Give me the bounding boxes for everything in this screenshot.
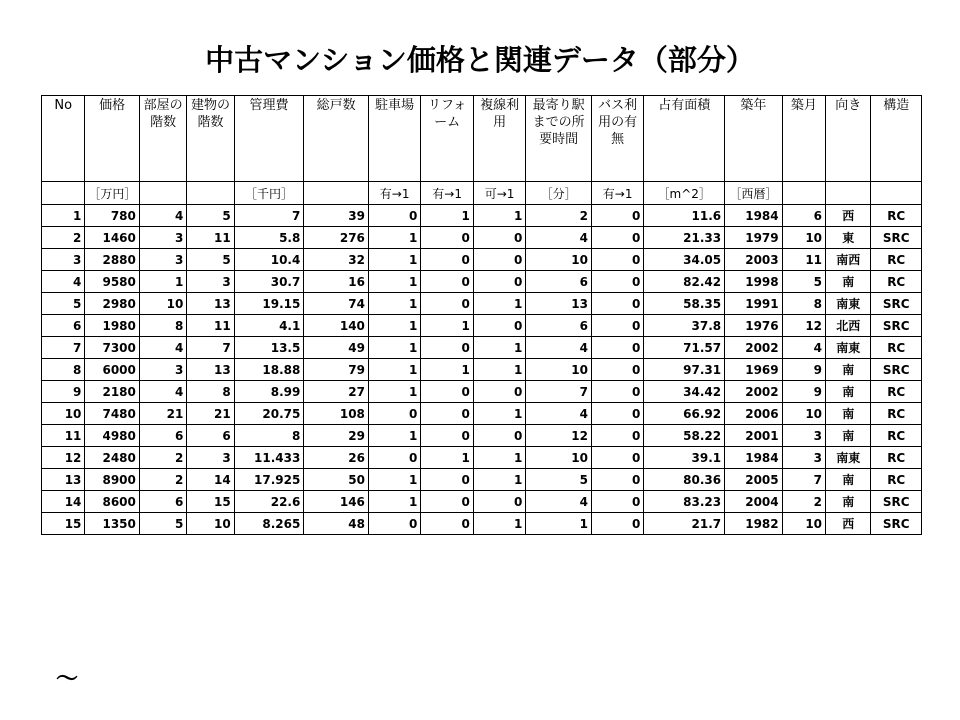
unit-cell: 有→1 (421, 182, 473, 205)
table-cell: 3 (782, 425, 825, 447)
table-cell: 3 (139, 227, 186, 249)
table-cell: 南東 (826, 337, 871, 359)
table-cell: 0 (368, 447, 420, 469)
table-cell: 2 (42, 227, 85, 249)
table-cell: 7 (782, 469, 825, 491)
table-cell: 1 (421, 359, 473, 381)
table-cell: 6 (526, 315, 592, 337)
table-cell: 74 (304, 293, 369, 315)
table-row (42, 381, 922, 403)
table-cell: 83.23 (644, 491, 725, 513)
table-row (42, 315, 922, 337)
table-cell: 0 (591, 205, 643, 227)
table-cell: 14 (187, 469, 234, 491)
page-title: 中古マンション価格と関連データ（部分） (205, 43, 755, 77)
table-cell: 6 (42, 315, 85, 337)
column-header: 最寄り駅までの所要時間 (526, 96, 592, 182)
table-cell: 2 (782, 491, 825, 513)
table-cell: 1 (42, 205, 85, 227)
table-cell: 18.88 (234, 359, 304, 381)
table-cell: 1984 (725, 205, 783, 227)
table-cell: 南 (826, 491, 871, 513)
table-cell: 2003 (725, 249, 783, 271)
table-cell: 10 (139, 293, 186, 315)
table-cell: 0 (591, 403, 643, 425)
table-cell: SRC (871, 293, 922, 315)
column-header: 価格 (85, 96, 139, 182)
column-header: リフォーム (421, 96, 473, 182)
table-cell: 4 (139, 381, 186, 403)
table-cell: SRC (871, 227, 922, 249)
table-cell: 79 (304, 359, 369, 381)
table-cell: 11 (42, 425, 85, 447)
table-cell: 7 (234, 205, 304, 227)
table-cell: 9580 (85, 271, 139, 293)
table-cell: 80.36 (644, 469, 725, 491)
table-cell: 南 (826, 425, 871, 447)
table-cell: 39.1 (644, 447, 725, 469)
column-header: 部屋の階数 (139, 96, 186, 182)
table-cell: 9 (782, 359, 825, 381)
table-cell: 0 (421, 513, 473, 535)
table-cell: 南 (826, 469, 871, 491)
table-cell: 1 (368, 337, 420, 359)
table-cell: 3 (782, 447, 825, 469)
table-cell: 15 (42, 513, 85, 535)
table-cell: 108 (304, 403, 369, 425)
table-cell: 19.15 (234, 293, 304, 315)
table-cell: 2 (139, 447, 186, 469)
table-cell: 0 (591, 227, 643, 249)
table-cell: 20.75 (234, 403, 304, 425)
table-row (42, 293, 922, 315)
table-cell: 0 (421, 381, 473, 403)
table-cell: 26 (304, 447, 369, 469)
table-cell: 37.8 (644, 315, 725, 337)
table-cell: 276 (304, 227, 369, 249)
table-cell: 11.433 (234, 447, 304, 469)
table-cell: 10 (526, 249, 592, 271)
table-cell: 1998 (725, 271, 783, 293)
table-cell: 97.31 (644, 359, 725, 381)
table-cell: 34.05 (644, 249, 725, 271)
table-cell: 1 (421, 315, 473, 337)
table-cell: 11 (782, 249, 825, 271)
table-cell: 東 (826, 227, 871, 249)
table-cell: 3 (139, 249, 186, 271)
unit-cell (42, 182, 85, 205)
table-cell: 4 (139, 337, 186, 359)
table-cell: 0 (368, 205, 420, 227)
table-cell: 21 (139, 403, 186, 425)
table-cell: 58.35 (644, 293, 725, 315)
table-cell: 8.265 (234, 513, 304, 535)
table-cell: 2005 (725, 469, 783, 491)
table-row (42, 513, 922, 535)
table-cell: 3 (139, 359, 186, 381)
table-cell: 1976 (725, 315, 783, 337)
table-cell: 5 (139, 513, 186, 535)
table-cell: 0 (473, 227, 525, 249)
table-cell: 9 (42, 381, 85, 403)
table-cell: 0 (591, 491, 643, 513)
table-cell: 8 (187, 381, 234, 403)
table-cell: RC (871, 469, 922, 491)
table-cell: 1969 (725, 359, 783, 381)
table-cell: 1 (473, 205, 525, 227)
table-cell: RC (871, 403, 922, 425)
table-cell: 0 (421, 469, 473, 491)
table-cell: 29 (304, 425, 369, 447)
table-cell: 50 (304, 469, 369, 491)
table-cell: 8 (234, 425, 304, 447)
table-cell: 140 (304, 315, 369, 337)
table-cell: 0 (591, 513, 643, 535)
table-cell: 0 (591, 359, 643, 381)
unit-cell: ［千円］ (234, 182, 304, 205)
table-cell: 12 (42, 447, 85, 469)
table-cell: 2002 (725, 381, 783, 403)
unit-cell (187, 182, 234, 205)
column-header: 占有面積 (644, 96, 725, 182)
table-cell: 6 (526, 271, 592, 293)
table-cell: RC (871, 447, 922, 469)
table-cell: 14 (42, 491, 85, 513)
table-cell: 8900 (85, 469, 139, 491)
table-cell: 0 (368, 403, 420, 425)
table-row (42, 205, 922, 227)
table-cell: 1 (473, 359, 525, 381)
column-header: 管理費 (234, 96, 304, 182)
units-row (42, 182, 922, 205)
table-cell: 13.5 (234, 337, 304, 359)
table-cell: 9 (782, 381, 825, 403)
table-cell: 0 (473, 381, 525, 403)
table-cell: 1979 (725, 227, 783, 249)
table-cell: 2006 (725, 403, 783, 425)
column-header: 建物の階数 (187, 96, 234, 182)
table-cell: 17.925 (234, 469, 304, 491)
table-cell: 7300 (85, 337, 139, 359)
table-cell: 6 (187, 425, 234, 447)
table-cell: 西 (826, 205, 871, 227)
table-cell: RC (871, 271, 922, 293)
table-cell: 3 (187, 447, 234, 469)
table-cell: 2001 (725, 425, 783, 447)
table-cell: 1 (368, 491, 420, 513)
table-cell: 1 (421, 205, 473, 227)
table-cell: 8600 (85, 491, 139, 513)
table-cell: 12 (526, 425, 592, 447)
table-cell: 1991 (725, 293, 783, 315)
table-cell: 0 (473, 491, 525, 513)
table-cell: 0 (591, 381, 643, 403)
footer-mark: 〜 (56, 667, 79, 692)
table-cell: 1 (368, 315, 420, 337)
column-header: バス利用の有無 (591, 96, 643, 182)
table-cell: 1 (368, 271, 420, 293)
table-row (42, 271, 922, 293)
table-cell: 7 (526, 381, 592, 403)
table-cell: 0 (421, 403, 473, 425)
table-cell: 30.7 (234, 271, 304, 293)
table-cell: 11 (187, 315, 234, 337)
table-cell: 南東 (826, 293, 871, 315)
table-cell: 22.6 (234, 491, 304, 513)
table-cell: SRC (871, 513, 922, 535)
table-cell: 0 (421, 249, 473, 271)
unit-cell: 有→1 (591, 182, 643, 205)
table-cell: 南 (826, 403, 871, 425)
table-cell: 4 (526, 227, 592, 249)
table-cell: 1 (368, 359, 420, 381)
table-cell: 3 (187, 271, 234, 293)
unit-cell (826, 182, 871, 205)
table-cell: 4 (139, 205, 186, 227)
table-cell: 1980 (85, 315, 139, 337)
table-cell: 1 (473, 447, 525, 469)
table-cell: 1 (473, 513, 525, 535)
table-cell: 27 (304, 381, 369, 403)
table-cell: 13 (42, 469, 85, 491)
table-cell: 1 (368, 425, 420, 447)
table-cell: 0 (473, 271, 525, 293)
table-cell: 13 (187, 359, 234, 381)
table-cell: 82.42 (644, 271, 725, 293)
table-cell: 10 (187, 513, 234, 535)
table-cell: 10 (526, 447, 592, 469)
table-cell: 6 (139, 425, 186, 447)
table-row (42, 359, 922, 381)
table-cell: SRC (871, 315, 922, 337)
column-header: 駐車場 (368, 96, 420, 182)
table-cell: 南西 (826, 249, 871, 271)
table-cell: 2 (526, 205, 592, 227)
table-cell: 5.8 (234, 227, 304, 249)
table-row (42, 447, 922, 469)
table-cell: 10 (42, 403, 85, 425)
unit-cell (782, 182, 825, 205)
table-cell: 0 (421, 271, 473, 293)
table-cell: 6 (139, 491, 186, 513)
table-cell: 49 (304, 337, 369, 359)
table-cell: 1 (421, 447, 473, 469)
table-cell: 1 (139, 271, 186, 293)
table-cell: 0 (421, 337, 473, 359)
column-header: 築月 (782, 96, 825, 182)
table-cell: 66.92 (644, 403, 725, 425)
table-cell: 4 (42, 271, 85, 293)
table-cell: 南東 (826, 447, 871, 469)
table-cell: 1 (368, 381, 420, 403)
table-cell: 71.57 (644, 337, 725, 359)
table-cell: 12 (782, 315, 825, 337)
table-cell: RC (871, 249, 922, 271)
table-cell: 58.22 (644, 425, 725, 447)
table-cell: 1982 (725, 513, 783, 535)
table-cell: 10 (782, 513, 825, 535)
table-cell: 32 (304, 249, 369, 271)
table-cell: 1 (368, 293, 420, 315)
condo-data-table (41, 95, 922, 535)
table-cell: 1 (473, 293, 525, 315)
unit-cell: ［m^2］ (644, 182, 725, 205)
table-row (42, 491, 922, 513)
table-cell: 0 (591, 447, 643, 469)
table-cell: 2004 (725, 491, 783, 513)
table-cell: 1 (473, 337, 525, 359)
table-cell: RC (871, 425, 922, 447)
table-cell: 南 (826, 359, 871, 381)
table-cell: 5 (526, 469, 592, 491)
table-cell: 4 (526, 337, 592, 359)
table-cell: SRC (871, 359, 922, 381)
table-cell: 0 (368, 513, 420, 535)
table-cell: 8 (139, 315, 186, 337)
table-cell: SRC (871, 491, 922, 513)
table-cell: 1 (368, 249, 420, 271)
table-cell: 780 (85, 205, 139, 227)
table-cell: 34.42 (644, 381, 725, 403)
table-cell: 0 (591, 315, 643, 337)
table-cell: 1460 (85, 227, 139, 249)
table-cell: 1 (368, 227, 420, 249)
table-cell: 8.99 (234, 381, 304, 403)
table-row (42, 249, 922, 271)
column-header: No (42, 96, 85, 182)
table-cell: 0 (591, 293, 643, 315)
table-cell: 21.33 (644, 227, 725, 249)
table-cell: 1 (368, 469, 420, 491)
table-cell: 0 (591, 425, 643, 447)
table-cell: 1 (526, 513, 592, 535)
table-cell: 5 (187, 249, 234, 271)
table-cell: 10 (782, 403, 825, 425)
table-cell: 7 (42, 337, 85, 359)
table-cell: 5 (187, 205, 234, 227)
table-cell: 4 (526, 403, 592, 425)
unit-cell: ［万円］ (85, 182, 139, 205)
table-cell: 北西 (826, 315, 871, 337)
column-header: 向き (826, 96, 871, 182)
unit-cell: 可→1 (473, 182, 525, 205)
table-cell: 10 (782, 227, 825, 249)
table-cell: 11 (187, 227, 234, 249)
table-cell: 13 (526, 293, 592, 315)
table-cell: 0 (591, 337, 643, 359)
unit-cell (304, 182, 369, 205)
column-header: 構造 (871, 96, 922, 182)
table-cell: 7480 (85, 403, 139, 425)
unit-cell (871, 182, 922, 205)
table-cell: 6 (782, 205, 825, 227)
table-cell: 1 (473, 469, 525, 491)
table-cell: RC (871, 381, 922, 403)
column-header: 築年 (725, 96, 783, 182)
table-cell: 南 (826, 271, 871, 293)
table-cell: 4.1 (234, 315, 304, 337)
table-cell: 1350 (85, 513, 139, 535)
unit-cell: ［西暦］ (725, 182, 783, 205)
table-cell: 2980 (85, 293, 139, 315)
table-cell: 0 (473, 425, 525, 447)
table-cell: 15 (187, 491, 234, 513)
table-cell: 0 (591, 249, 643, 271)
table-row (42, 469, 922, 491)
table-cell: 0 (473, 249, 525, 271)
table-cell: 10.4 (234, 249, 304, 271)
table-cell: 0 (473, 315, 525, 337)
table-cell: 5 (782, 271, 825, 293)
table-cell: 2002 (725, 337, 783, 359)
table-cell: 西 (826, 513, 871, 535)
table-cell: 21 (187, 403, 234, 425)
table-cell: 1 (473, 403, 525, 425)
table-cell: 南 (826, 381, 871, 403)
table-cell: 7 (187, 337, 234, 359)
table-cell: RC (871, 337, 922, 359)
table-cell: 48 (304, 513, 369, 535)
table-row (42, 403, 922, 425)
table-row (42, 337, 922, 359)
table-cell: 6000 (85, 359, 139, 381)
table-cell: 3 (42, 249, 85, 271)
header-row (42, 96, 922, 182)
table-cell: 2480 (85, 447, 139, 469)
column-header: 複線利用 (473, 96, 525, 182)
table-cell: 0 (591, 271, 643, 293)
table-cell: 4 (782, 337, 825, 359)
table-cell: 0 (421, 227, 473, 249)
table-cell: 0 (421, 293, 473, 315)
table-cell: 2880 (85, 249, 139, 271)
table-cell: 2180 (85, 381, 139, 403)
table-cell: 4 (526, 491, 592, 513)
table-cell: 0 (591, 469, 643, 491)
table-cell: 10 (526, 359, 592, 381)
table-cell: RC (871, 205, 922, 227)
table-cell: 0 (421, 425, 473, 447)
table-cell: 11.6 (644, 205, 725, 227)
table-cell: 1984 (725, 447, 783, 469)
table-cell: 8 (42, 359, 85, 381)
table-cell: 0 (421, 491, 473, 513)
table-cell: 2 (139, 469, 186, 491)
table-cell: 8 (782, 293, 825, 315)
table-row (42, 425, 922, 447)
unit-cell: ［分］ (526, 182, 592, 205)
table-cell: 21.7 (644, 513, 725, 535)
column-header: 総戸数 (304, 96, 369, 182)
unit-cell (139, 182, 186, 205)
table-cell: 16 (304, 271, 369, 293)
table-cell: 146 (304, 491, 369, 513)
unit-cell: 有→1 (368, 182, 420, 205)
table-cell: 13 (187, 293, 234, 315)
table-cell: 39 (304, 205, 369, 227)
table-row (42, 227, 922, 249)
table-cell: 5 (42, 293, 85, 315)
table-cell: 4980 (85, 425, 139, 447)
